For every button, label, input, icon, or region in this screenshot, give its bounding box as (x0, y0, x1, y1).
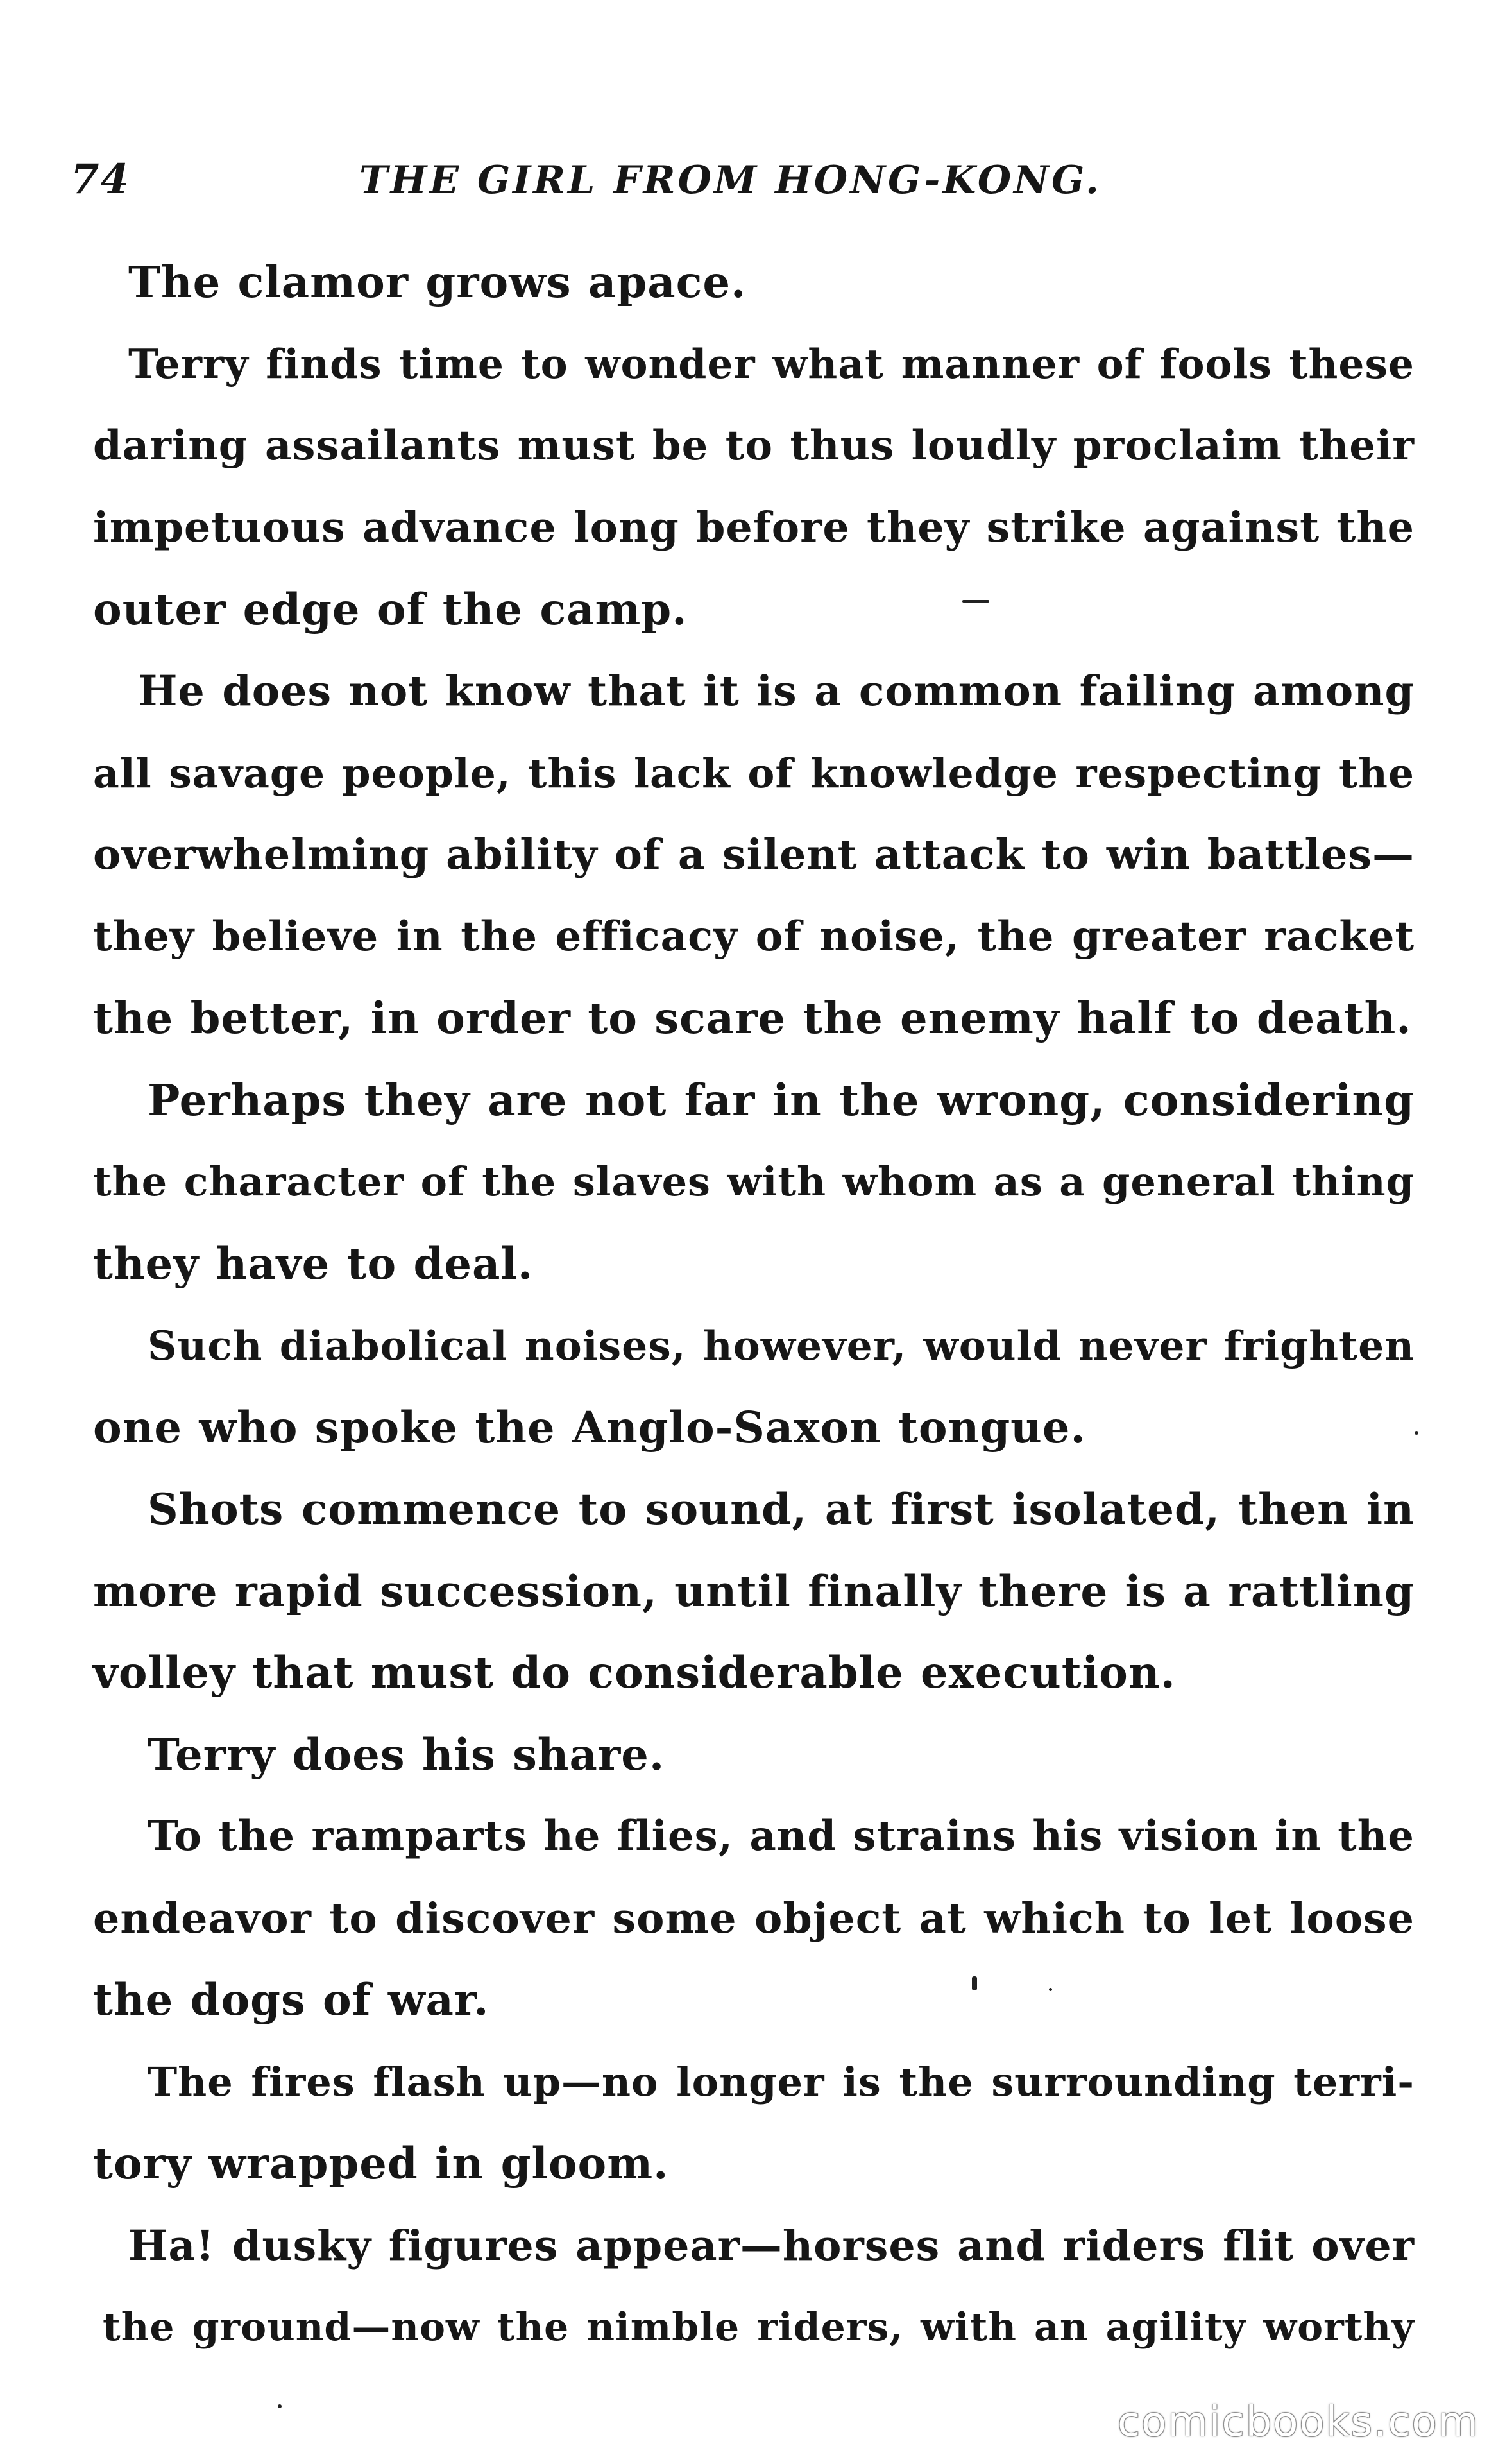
ink-speck (278, 2404, 282, 2408)
text-line: more rapid succession, until finally there is a rattling (93, 1566, 1415, 1616)
ink-speck (962, 600, 989, 603)
text-line: daring assailants must be to thus loudly proclaim their (93, 422, 1415, 470)
text-line: impetuous advance long before they strike against the (93, 503, 1415, 552)
site-watermark: comicbooks.com (1117, 2399, 1479, 2446)
text-line: the character of the slaves with whom as a general thing (93, 1158, 1415, 1205)
text-line: Ha! dusky figures appear—horses and riders flit over (128, 2221, 1415, 2270)
text-line: the dogs of war. (93, 1974, 489, 2025)
text-line: Such diabolical noises, however, would never frighten (148, 1322, 1415, 1369)
text-line: outer edge of the camp. (93, 584, 688, 635)
ink-speck (972, 1976, 977, 1990)
text-line: tory wrapped in gloom. (93, 2138, 669, 2189)
text-line: all savage people, this lack of knowledge respecting the (93, 749, 1415, 797)
text-line: Shots commence to sound, at first isolated, then in (148, 1484, 1415, 1534)
text-line: volley that must do considerable execution. (93, 1647, 1176, 1698)
text-line: Perhaps they are not far in the wrong, considering (148, 1075, 1415, 1125)
page-number: 74 (71, 155, 131, 203)
text-line: To the ramparts he flies, and strains his vision in the (148, 1812, 1415, 1860)
running-title: THE GIRL FROM HONG-KONG. (359, 158, 1101, 203)
ink-speck (1415, 1431, 1418, 1435)
text-line: one who spoke the Anglo-Saxon tongue. (93, 1402, 1086, 1453)
text-line: Terry finds time to wonder what manner of fools these (128, 340, 1415, 388)
text-line: the better, in order to scare the enemy half to death. (93, 993, 1412, 1043)
text-line: the ground—now the nimble riders, with an agility worthy (103, 2305, 1415, 2350)
text-line: overwhelming ability of a silent attack to win battles— (93, 830, 1415, 879)
text-line: He does not know that it is a common failing among (138, 667, 1415, 715)
text-line: they believe in the efficacy of noise, the greater racket (93, 912, 1415, 961)
text-line: endeavor to discover some object at which to let loose (93, 1894, 1415, 1943)
text-line: The fires flash up—no longer is the surrounding terri- (148, 2058, 1415, 2105)
page-header (71, 155, 1392, 213)
text-line: they have to deal. (93, 1238, 534, 1289)
text-line: Terry does his share. (148, 1729, 665, 1780)
ink-speck (1049, 1988, 1052, 1991)
text-line: The clamor grows apace. (128, 257, 747, 307)
